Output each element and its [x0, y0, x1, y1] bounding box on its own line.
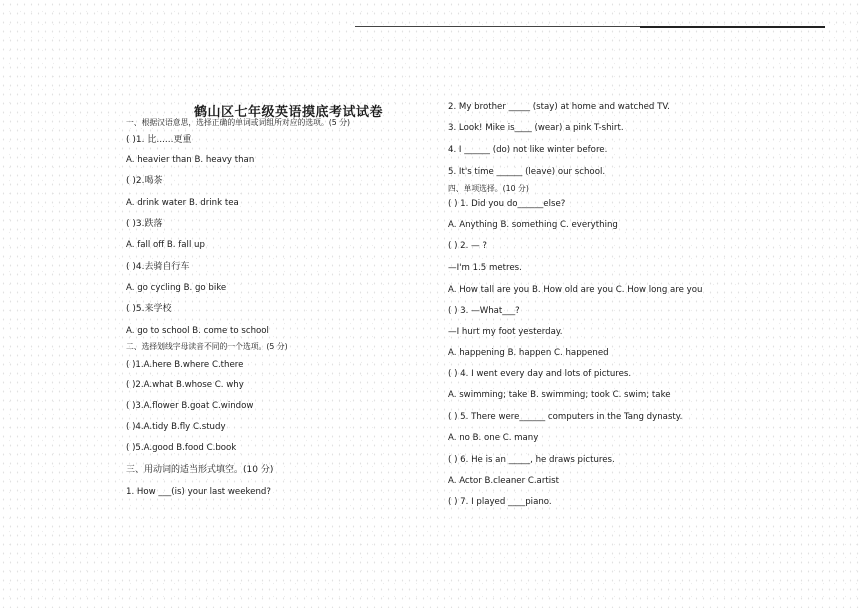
question-line: ( )3.跌落: [126, 219, 163, 229]
options-line: A. fall off B. fall up: [126, 240, 205, 250]
options-line: A. heavier than B. heavy than: [126, 155, 255, 165]
question-line: ( )5.来学校: [126, 304, 172, 314]
question-line: ( ) 1. Did you do______else?: [448, 199, 566, 209]
options-line: A. Anything B. something C. everything: [448, 220, 618, 230]
question-line: ( )1. 比......更重: [126, 135, 192, 145]
question-line: ( ) 6. He is an _____, he draws pictures.: [448, 455, 615, 465]
question-line: 3. Look! Mike is____ (wear) a pink T-shirt.: [448, 123, 624, 133]
question-line: ( )4.去骑自行车: [126, 262, 190, 272]
question-line: ( ) 4. I went every day and lots of pictures.: [448, 369, 632, 379]
question-line: ( )2.喝茶: [126, 176, 163, 186]
question-line: ( )5.A.good B.food C.book: [126, 443, 237, 453]
answer-line: —I hurt my foot yesterday.: [448, 327, 563, 337]
question-line: 5. It's time ______ (leave) our school.: [448, 167, 606, 177]
section-2-heading: 二、选择划线字母读音不同的一个选项。(5 分): [126, 342, 288, 351]
options-line: A. Actor B.cleaner C.artist: [448, 476, 559, 486]
question-line: ( )4.A.tidy B.fly C.study: [126, 422, 226, 432]
question-line: 1. How ___(is) your last weekend?: [126, 487, 271, 497]
options-line: A. happening B. happen C. happened: [448, 348, 609, 358]
options-line: A. go cycling B. go bike: [126, 283, 227, 293]
exam-title: 鹤山区七年级英语摸底考试试卷: [194, 105, 384, 120]
options-line: A. swimming; take B. swimming; took C. swim; take: [448, 390, 671, 400]
question-line: 2. My brother _____ (stay) at home and watched TV.: [448, 102, 670, 112]
question-line: ( ) 2. — ?: [448, 241, 487, 251]
question-line: ( )1.A.here B.where C.there: [126, 360, 244, 370]
section-4-heading: 四、单项选择。(10 分): [448, 184, 529, 193]
options-line: A. drink water B. drink tea: [126, 198, 239, 208]
question-line: 4. I ______ (do) not like winter before.: [448, 145, 608, 155]
options-line: A. How tall are you B. How old are you C. How long are you: [448, 285, 703, 295]
question-line: ( ) 5. There were______ computers in the Tang dynasty.: [448, 412, 683, 422]
options-line: A. go to school B. come to school: [126, 326, 269, 336]
question-line: ( ) 7. I played ____piano.: [448, 497, 552, 507]
question-line: ( ) 3. —What___?: [448, 306, 520, 316]
top-rule-dark: [640, 26, 825, 28]
answer-line: —I'm 1.5 metres.: [448, 263, 522, 273]
section-1-heading: 一、根据汉语意思，选择正确的单词或词组所对应的选项。(5 分): [126, 118, 351, 127]
question-line: ( )3.A.flower B.goat C.window: [126, 401, 254, 411]
question-line: ( )2.A.what B.whose C. why: [126, 380, 244, 390]
options-line: A. no B. one C. many: [448, 433, 539, 443]
section-3-heading: 三、用动词的适当形式填空。(10 分): [126, 465, 274, 475]
